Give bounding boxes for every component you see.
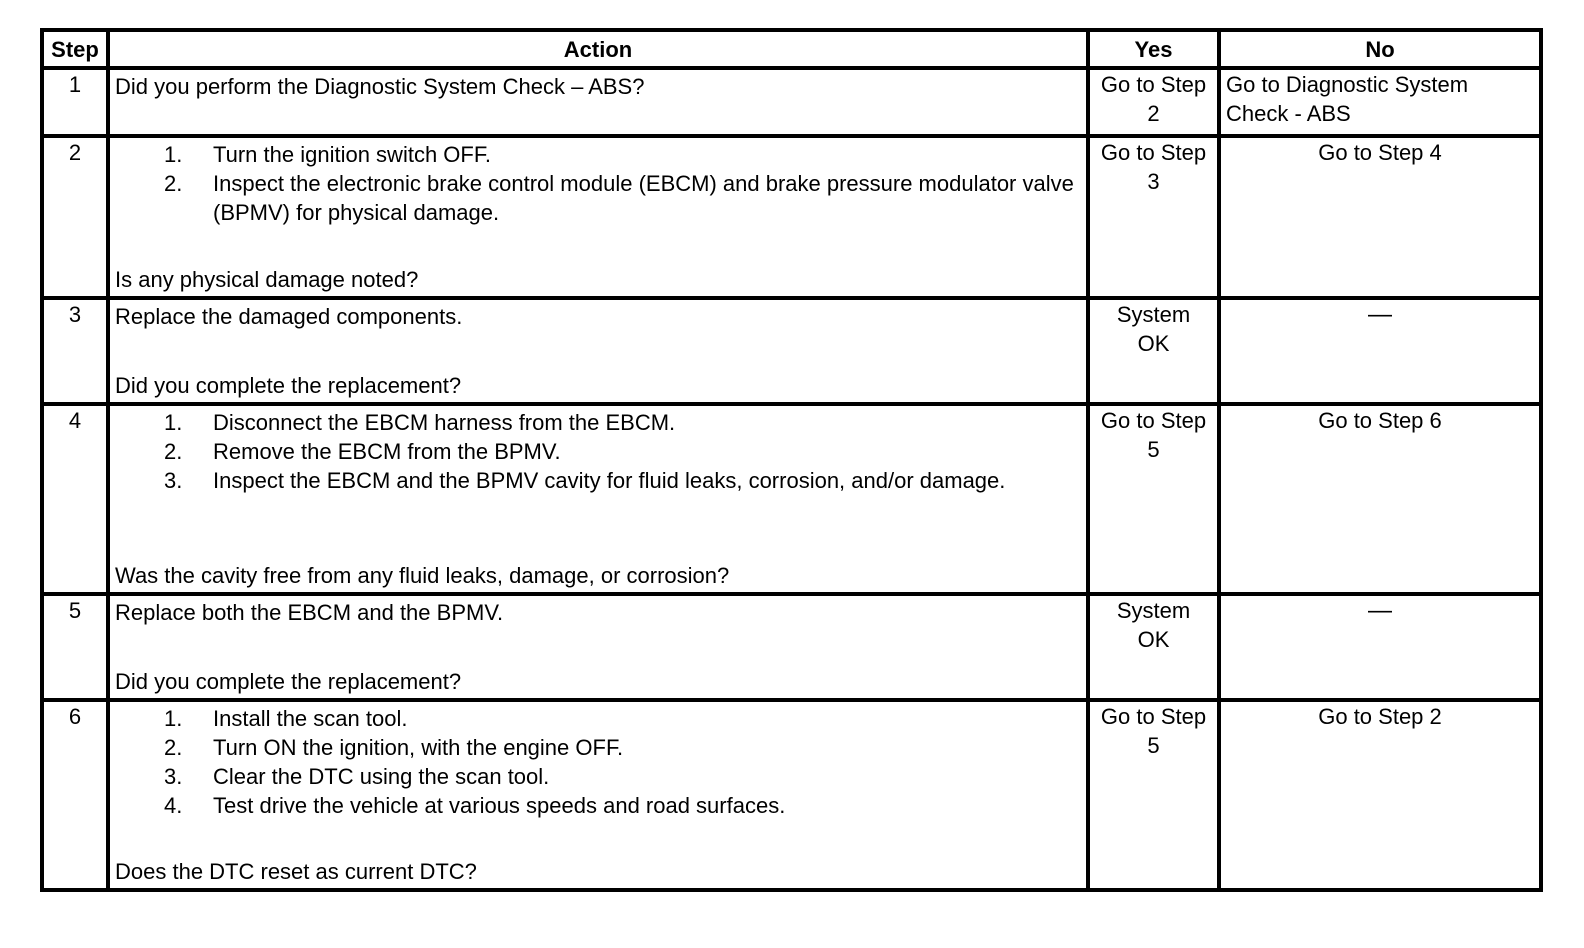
step-number: 1 [42,68,108,136]
action-question: Did you complete the replacement? [115,669,462,694]
header-step: Step [42,30,108,68]
yes-cell [1088,136,1219,298]
step-number: 4 [42,404,108,594]
no-cell: — [1219,594,1541,700]
no-result-line1: Go to Diagnostic System [1226,72,1469,97]
header-action: Action [108,30,1088,68]
action-cell [108,700,1088,890]
no-cell [1219,68,1541,136]
action-steps-list [115,704,1081,820]
table-header-row [42,30,1541,68]
yes-result-line2: 3 [1147,169,1160,194]
action-cell [108,136,1088,298]
action-instruction: Replace the damaged components. [115,304,463,329]
list-item-text: Turn ON the ignition, with the engine OFF. [213,735,624,760]
list-item-number: 2. [164,171,183,196]
action-question: Was the cavity free from any fluid leaks, damage, or corrosion? [115,563,730,588]
yes-cell [1088,68,1219,136]
action-cell [108,298,1088,404]
table-row [42,68,1541,136]
yes-cell [1088,594,1219,700]
list-item [164,733,1081,762]
list-item-text: Clear the DTC using the scan tool. [213,764,550,789]
yes-result-line1: Go to Step [1100,408,1207,433]
list-item [164,169,1081,227]
yes-result-line1: System [1116,302,1191,327]
action-cell [108,404,1088,594]
step-number: 3 [42,298,108,404]
table-row [42,404,1541,594]
no-cell: — [1219,298,1541,404]
list-item-number: 3. [164,764,183,789]
yes-result-line1: System [1116,598,1191,623]
list-item-number: 2. [164,439,183,464]
action-cell [108,594,1088,700]
yes-result-line1: Go to Step [1100,140,1207,165]
no-cell: Go to Step 2 [1219,700,1541,890]
yes-result-line1: Go to Step [1100,704,1207,729]
yes-result-line1: Go to Step [1100,72,1207,97]
list-item [164,140,1081,169]
yes-cell [1088,298,1219,404]
list-item-text: Turn the ignition switch OFF. [213,142,491,167]
list-item-text: Remove the EBCM from the BPMV. [213,439,561,464]
list-item-number: 3. [164,468,183,493]
header-no: No [1219,30,1541,68]
no-result-line2: Check - ABS [1226,101,1351,126]
table-row [42,700,1541,890]
list-item [164,408,1081,437]
list-item-text: Inspect the EBCM and the BPMV cavity for fluid leaks, corrosion, and/or damage. [213,468,1006,493]
list-item-number: 2. [164,735,183,760]
action-question: Does the DTC reset as current DTC? [115,859,477,884]
list-item-text: Test drive the vehicle at various speeds and road surfaces. [213,793,786,818]
action-steps-list [115,408,1081,495]
action-cell [108,68,1088,136]
header-yes: Yes [1088,30,1219,68]
yes-result-line2: OK [1137,331,1170,356]
table-row [42,298,1541,404]
action-question: Is any physical damage noted? [115,267,419,292]
step-number: 6 [42,700,108,890]
list-item-number: 1. [164,410,183,435]
yes-result-line2: 2 [1147,101,1160,126]
step-number: 2 [42,136,108,298]
action-question: Did you perform the Diagnostic System Check – ABS? [115,74,645,99]
list-item-text: Inspect the electronic brake control module (EBCM) and brake pressure modulator valve (BPMV) for physical damage. [213,171,1074,225]
table-row [42,594,1541,700]
action-instruction: Replace both the EBCM and the BPMV. [115,600,504,625]
table-row [42,136,1541,298]
list-item [164,762,1081,791]
yes-cell [1088,700,1219,890]
action-question: Did you complete the replacement? [115,373,462,398]
list-item [164,466,1081,495]
list-item-number: 1. [164,706,183,731]
diagnostic-table [40,28,1543,892]
list-item-text: Install the scan tool. [213,706,408,731]
step-number: 5 [42,594,108,700]
list-item [164,704,1081,733]
list-item [164,437,1081,466]
list-item-text: Disconnect the EBCM harness from the EBCM. [213,410,676,435]
list-item-number: 4. [164,793,183,818]
list-item [164,791,1081,820]
yes-result-line2: 5 [1147,437,1160,462]
no-cell: Go to Step 6 [1219,404,1541,594]
no-cell: Go to Step 4 [1219,136,1541,298]
action-steps-list [115,140,1081,227]
yes-cell [1088,404,1219,594]
yes-result-line2: OK [1137,627,1170,652]
yes-result-line2: 5 [1147,733,1160,758]
list-item-number: 1. [164,142,183,167]
